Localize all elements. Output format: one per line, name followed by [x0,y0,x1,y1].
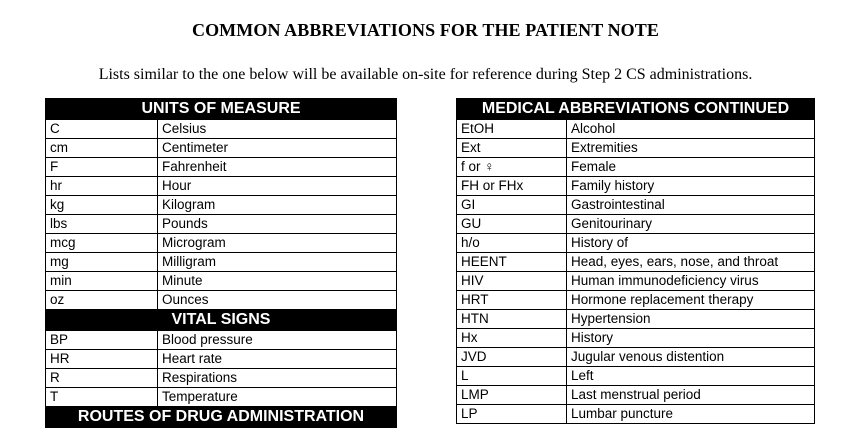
table-row [46,139,397,158]
left-abbreviation-table [45,98,397,428]
routes-section-header-row [46,407,397,428]
meaning-cell: Gastrointestinal [567,196,815,215]
meaning-cell: Celsius [158,120,397,139]
table-row [457,291,815,310]
meaning-cell: Hour [158,177,397,196]
abbreviation-cell: mcg [46,234,158,253]
meaning-cell: Hypertension [567,310,815,329]
meaning-cell: Kilogram [158,196,397,215]
table-row [457,139,815,158]
table-row [46,120,397,139]
abbreviation-cell: F [46,158,158,177]
table-row [457,348,815,367]
meaning-cell: Alcohol [567,120,815,139]
abbreviation-cell: BP [46,331,158,350]
abbreviation-cell: mg [46,253,158,272]
table-row [46,253,397,272]
table-row [46,350,397,369]
meaning-cell: Last menstrual period [567,386,815,405]
medical-section-header: MEDICAL ABBREVIATIONS CONTINUED [457,99,815,120]
abbreviation-cell: Ext [457,139,567,158]
meaning-cell: Minute [158,272,397,291]
table-row [46,331,397,350]
abbreviation-cell: FH or FHx [457,177,567,196]
meaning-cell: Lumbar puncture [567,405,815,424]
meaning-cell: Ounces [158,291,397,310]
table-row [457,158,815,177]
abbreviation-cell: oz [46,291,158,310]
meaning-cell: History of [567,234,815,253]
table-row [46,369,397,388]
table-row [457,120,815,139]
table-row [457,253,815,272]
meaning-cell: Extremities [567,139,815,158]
table-row [46,196,397,215]
abbreviation-cell: HIV [457,272,567,291]
medical-section-header-row [457,99,815,120]
meaning-cell: Respirations [158,369,397,388]
table-row [46,234,397,253]
meaning-cell: Fahrenheit [158,158,397,177]
table-row [457,234,815,253]
abbreviation-cell: HRT [457,291,567,310]
table-row [457,177,815,196]
meaning-cell: History [567,329,815,348]
meaning-cell: Female [567,158,815,177]
table-row [457,386,815,405]
page-title: COMMON ABBREVIATIONS FOR THE PATIENT NOTE [191,20,659,40]
abbreviation-cell: GI [457,196,567,215]
abbreviation-cell: min [46,272,158,291]
right-abbreviation-table [456,98,815,424]
meaning-cell: Centimeter [158,139,397,158]
meaning-cell: Head, eyes, ears, nose, and throat [567,253,815,272]
table-row [46,177,397,196]
table-row [457,310,815,329]
abbreviation-cell: cm [46,139,158,158]
abbreviation-cell: f or ♀ [457,158,567,177]
meaning-cell: Jugular venous distention [567,348,815,367]
meaning-cell: Pounds [158,215,397,234]
meaning-cell: Genitourinary [567,215,815,234]
meaning-cell: Heart rate [158,350,397,369]
routes-section-header: ROUTES OF DRUG ADMINISTRATION [46,407,397,428]
table-row [457,215,815,234]
meaning-cell: Milligram [158,253,397,272]
units-section-header-row [46,99,397,120]
table-row [46,291,397,310]
table-row [457,367,815,386]
abbreviation-cell: h/o [457,234,567,253]
meaning-cell: Hormone replacement therapy [567,291,815,310]
abbreviation-cell: hr [46,177,158,196]
units-section-header: UNITS OF MEASURE [46,99,397,120]
abbreviation-cell: HEENT [457,253,567,272]
abbreviation-cell: GU [457,215,567,234]
table-row [457,196,815,215]
table-row [457,329,815,348]
table-row [46,272,397,291]
abbreviation-cell: LMP [457,386,567,405]
abbreviation-cell: L [457,367,567,386]
table-row [457,272,815,291]
abbreviation-cell: Hx [457,329,567,348]
abbreviation-cell: T [46,388,158,407]
meaning-cell: Left [567,367,815,386]
abbreviation-cell: LP [457,405,567,424]
meaning-cell: Human immunodeficiency virus [567,272,815,291]
table-row [46,388,397,407]
meaning-cell: Microgram [158,234,397,253]
abbreviation-cell: HR [46,350,158,369]
table-row [46,158,397,177]
meaning-cell: Blood pressure [158,331,397,350]
abbreviation-cell: R [46,369,158,388]
abbreviation-cell: kg [46,196,158,215]
vitals-section-header: VITAL SIGNS [46,310,397,331]
meaning-cell: Temperature [158,388,397,407]
abbreviation-cell: C [46,120,158,139]
meaning-cell: Family history [567,177,815,196]
vitals-section-header-row [46,310,397,331]
abbreviation-cell: lbs [46,215,158,234]
page-subtitle: Lists similar to the one below will be available on-site for reference during Step 2 CS administrations. [98,66,753,83]
table-row [46,215,397,234]
abbreviation-cell: HTN [457,310,567,329]
table-row [457,405,815,424]
abbreviation-cell: JVD [457,348,567,367]
abbreviation-cell: EtOH [457,120,567,139]
